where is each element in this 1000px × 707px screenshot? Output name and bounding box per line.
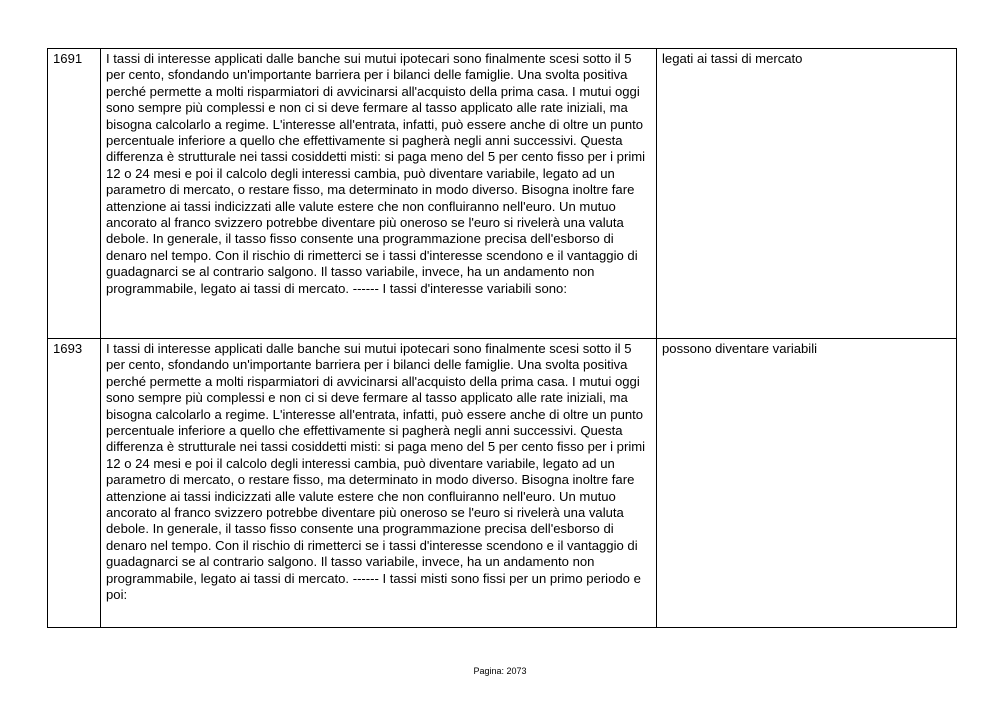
question-id: 1693 <box>48 339 101 628</box>
table-row <box>48 49 957 339</box>
answer-text: legati ai tassi di mercato <box>657 49 957 339</box>
question-text: I tassi di interesse applicati dalle banche sui mutui ipotecari sono finalmente scesi sotto il 5 per cento, sfondando un'importante barriera per i bilanci delle famiglie. Una svolta positiva perché permette a molti risparmiatori di avvicinarsi all'acquisto della prima casa. I mutui oggi sono sempre più complessi e non ci si deve fermare al tasso applicato alle rate iniziali, ma bisogna calcolarlo a regime. L'interesse all'entrata, infatti, può essere anche di oltre un punto percentuale inferiore a quello che effettivamente si pagherà negli anni successivi. Questa differenza è strutturale nei tassi cosiddetti misti: si paga meno del 5 per cento fisso per i primi 12 o 24 mesi e poi il calcolo degli interessi cambia, può diventare variabile, legato ad un parametro di mercato, o restare fisso, ma determinato in modo diverso. Bisogna inoltre fare attenzione ai tassi indicizzati alle valute estere che non confluiranno nell'euro. Un mutuo ancorato al franco svizzero potrebbe diventare più oneroso se l'euro si rivelerà una valuta debole. In generale, il tasso fisso consente una programmazione precisa dell'esborso di denaro nel tempo. Con il rischio di rimetterci se i tassi d'interesse scendono e il vantaggio di guadagnarci se al contrario salgono. Il tasso variabile, invece, ha un andamento non programmabile, legato ai tassi di mercato. ------ I tassi d'interesse variabili sono: <box>101 49 657 339</box>
answer-text: possono diventare variabili <box>657 339 957 628</box>
question-id: 1691 <box>48 49 101 339</box>
table-row <box>48 339 957 628</box>
question-table <box>47 48 957 628</box>
question-text: I tassi di interesse applicati dalle banche sui mutui ipotecari sono finalmente scesi sotto il 5 per cento, sfondando un'importante barriera per i bilanci delle famiglie. Una svolta positiva perché permette a molti risparmiatori di avvicinarsi all'acquisto della prima casa. I mutui oggi sono sempre più complessi e non ci si deve fermare al tasso applicato alle rate iniziali, ma bisogna calcolarlo a regime. L'interesse all'entrata, infatti, può essere anche di oltre un punto percentuale inferiore a quello che effettivamente si pagherà negli anni successivi. Questa differenza è strutturale nei tassi cosiddetti misti: si paga meno del 5 per cento fisso per i primi 12 o 24 mesi e poi il calcolo degli interessi cambia, può diventare variabile, legato ad un parametro di mercato, o restare fisso, ma determinato in modo diverso. Bisogna inoltre fare attenzione ai tassi indicizzati alle valute estere che non confluiranno nell'euro. Un mutuo ancorato al franco svizzero potrebbe diventare più oneroso se l'euro si rivelerà una valuta debole. In generale, il tasso fisso consente una programmazione precisa dell'esborso di denaro nel tempo. Con il rischio di rimetterci se i tassi d'interesse scendono e il vantaggio di guadagnarci se al contrario salgono. Il tasso variabile, invece, ha un andamento non programmabile, legato ai tassi di mercato. ------ I tassi misti sono fissi per un primo periodo e poi: <box>101 339 657 628</box>
page-number: Pagina: 2073 <box>473 666 527 676</box>
